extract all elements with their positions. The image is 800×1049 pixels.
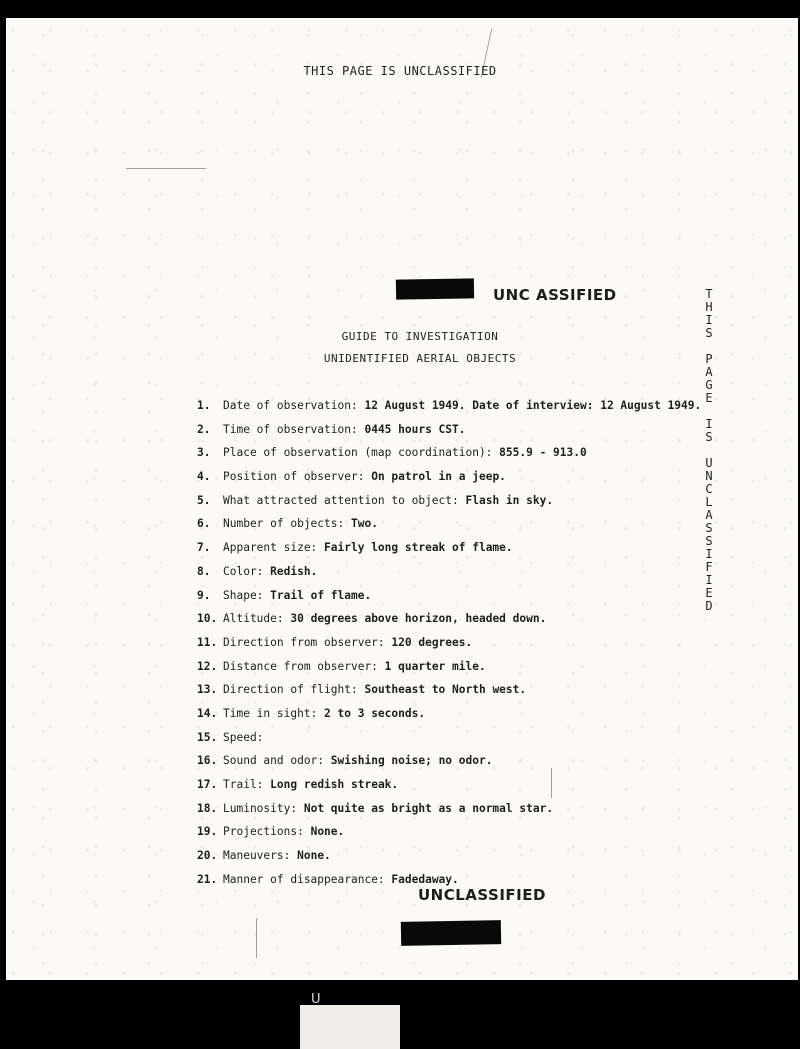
list-item [197, 659, 701, 683]
item-number: 7. [197, 541, 211, 555]
item-question: Time in sight: [223, 706, 318, 720]
item-answer: Southeast to North west. [364, 683, 527, 697]
item-answer: 12 August 1949. Date of interview: 12 August 1949. [364, 399, 702, 412]
classification-stamp-bottom: UNCLASSIFIED [418, 886, 546, 904]
item-number: 9. [197, 588, 211, 602]
item-answer: Flash in sky. [465, 493, 554, 507]
item-number: 5. [197, 493, 211, 507]
list-item [197, 540, 701, 564]
item-question: Position of observer: [223, 470, 365, 484]
item-number: 8. [197, 564, 211, 578]
list-item [197, 801, 701, 825]
item-question: Date of observation: [223, 399, 358, 412]
document-subtitle: UNIDENTIFIED AERIAL OBJECTS [323, 352, 517, 365]
item-number: 14. [197, 706, 218, 720]
item-number: 4. [197, 470, 211, 484]
side-letter: T [705, 287, 713, 301]
list-item [197, 753, 701, 777]
item-answer: None. [297, 849, 331, 863]
item-answer: Trail of flame. [270, 588, 372, 602]
side-letter: E [705, 391, 713, 405]
item-number: 16. [197, 754, 218, 768]
side-letter: F [705, 560, 713, 574]
list-item [197, 682, 701, 706]
side-letter: U [705, 456, 713, 470]
item-question: Projections: [223, 825, 304, 839]
item-number: 12. [197, 659, 218, 673]
side-letter: I [705, 547, 713, 561]
item-number: 18. [197, 801, 218, 815]
side-letter: E [705, 586, 713, 600]
side-letter: I [705, 573, 713, 587]
side-letter: C [705, 482, 713, 496]
item-number: 10. [197, 612, 218, 626]
list-item [197, 730, 701, 754]
side-letter: A [705, 365, 713, 379]
scan-scratch [126, 168, 206, 169]
item-question: Sound and odor: [223, 754, 325, 768]
item-answer: Not quite as bright as a normal star. [303, 801, 554, 815]
item-question: Direction from observer: [223, 635, 385, 649]
item-question: Trail: [223, 778, 264, 791]
item-number: 1. [197, 399, 211, 412]
scan-top-border [0, 0, 800, 18]
side-letter: S [705, 521, 713, 535]
side-letter: A [705, 508, 713, 522]
item-question: Color: [223, 564, 264, 578]
investigation-items [197, 398, 701, 895]
side-letter: S [705, 326, 713, 340]
side-letter: I [705, 417, 713, 431]
item-number: 20. [197, 849, 218, 863]
item-answer: 120 degrees. [391, 635, 473, 649]
document-title: GUIDE TO INVESTIGATION [341, 330, 499, 343]
item-question: Place of observation (map coordination): [223, 446, 493, 460]
item-question: Direction of flight: [223, 683, 358, 697]
item-question: Number of objects: [223, 517, 345, 531]
side-letter: P [705, 352, 713, 366]
scan-edge-paper [300, 1005, 400, 1049]
item-number: 13. [197, 683, 218, 697]
item-question: Distance from observer: [223, 659, 378, 673]
list-item [197, 516, 701, 540]
list-item [197, 635, 701, 659]
item-answer: Two. [351, 517, 378, 531]
side-letter: S [705, 430, 713, 444]
list-item [197, 848, 701, 872]
item-answer: Redish. [270, 564, 318, 578]
side-letter: D [705, 599, 713, 613]
item-answer: 1 quarter mile. [384, 659, 486, 673]
list-item [197, 445, 701, 469]
item-number: 21. [197, 872, 218, 886]
bottom-mark: U [311, 992, 321, 1007]
item-question: Maneuvers: [223, 849, 291, 863]
item-question: Manner of disappearance: [223, 872, 385, 886]
side-classification-text [700, 288, 718, 613]
item-answer: 30 degrees above horizon, headed down. [290, 612, 547, 626]
item-answer: 0445 hours CST. [364, 422, 466, 436]
item-answer: None. [310, 825, 345, 839]
side-letter: N [705, 469, 713, 483]
item-question: Speed: [223, 730, 264, 744]
item-number: 11. [197, 635, 218, 649]
list-item [197, 777, 701, 801]
item-number: 2. [197, 422, 211, 436]
item-number: 6. [197, 517, 211, 531]
list-item [197, 611, 701, 635]
list-item [197, 493, 701, 517]
list-item [197, 588, 701, 612]
item-question: Shape: [223, 588, 264, 602]
item-answer: Long redish streak. [270, 778, 399, 791]
item-question: Luminosity: [223, 801, 298, 815]
item-question: Apparent size: [223, 541, 318, 555]
list-item [197, 706, 701, 730]
item-answer: 855.9 - 913.0 [499, 446, 587, 460]
item-answer: 2 to 3 seconds. [324, 706, 426, 720]
list-item [197, 824, 701, 848]
item-answer: On patrol in a jeep. [371, 470, 506, 484]
item-question: What attracted attention to object: [223, 493, 459, 507]
redaction-block-top [396, 278, 474, 299]
side-letter: L [705, 495, 713, 509]
side-letter: H [705, 300, 713, 314]
item-answer: Swishing noise; no odor. [330, 754, 493, 768]
item-answer: Fairly long streak of flame. [324, 541, 513, 555]
side-letter: S [705, 534, 713, 548]
list-item [197, 564, 701, 588]
scan-scratch [256, 918, 257, 958]
item-number: 15. [197, 730, 218, 744]
list-item [197, 469, 701, 493]
redaction-block-bottom [401, 920, 501, 946]
item-number: 19. [197, 825, 218, 839]
side-letter: G [705, 378, 713, 392]
item-number: 3. [197, 446, 211, 460]
item-question: Time of observation: [223, 422, 358, 436]
item-answer: Fadedaway. [391, 872, 459, 886]
list-item [197, 398, 701, 422]
item-question: Altitude: [223, 612, 284, 626]
item-number: 17. [197, 778, 218, 791]
side-letter: I [705, 313, 713, 327]
classification-stamp-top: UNC ASSIFIED [493, 286, 617, 304]
page-classification-note: THIS PAGE IS UNCLASSIFIED [303, 64, 497, 78]
list-item [197, 422, 701, 446]
